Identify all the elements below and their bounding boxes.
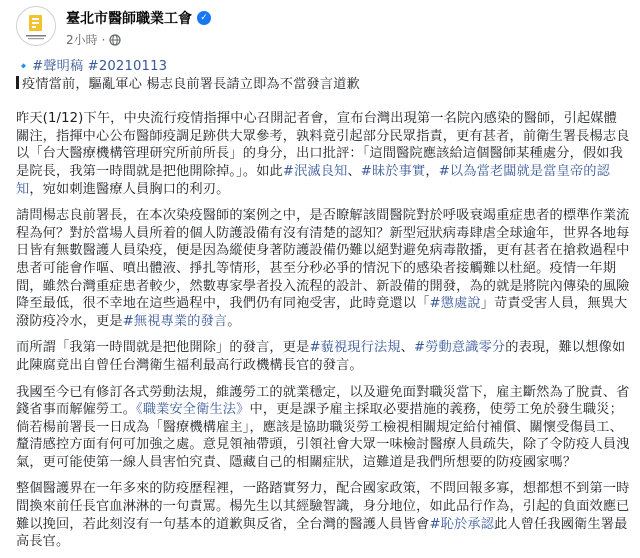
post-time[interactable]: 2小時 — [66, 33, 98, 47]
post-paragraphs — [16, 110, 630, 551]
paragraph-text: 中，更是課予雇主採取必要措施的義務，使勞工免於發生職災；倘若楊前署長一日成為「醫療機構雇主」，應該是協助職災勞工檢視相關規定給付補償、關懷受傷員工、釐清感控方面有何可加強之處。意見領袖帶頭，引領社會大眾一味檢討醫療人員疏失，除了令防疫人員洩氣，更可能使第一線人員害怕究責、隱藏自己的相關症狀，這難道是我們所想要的防疫國家嗎？ — [16, 402, 630, 470]
hashtag-link[interactable]: #藐視現行法規 — [309, 340, 401, 356]
paragraph-text: 而所謂「我第一時間就是把他開除」的發言，更是 — [16, 340, 310, 356]
hashtag-link[interactable]: #昧於事實 — [360, 163, 426, 179]
paragraph-text: 。 — [227, 313, 241, 329]
union-logo-icon — [17, 7, 55, 45]
hashtag-link[interactable]: #聲明稿 — [32, 59, 84, 74]
header-text — [66, 6, 211, 48]
paragraph-text: 昨天(1/12)下午，中央流行疫情指揮中心召開記者會，宣布台灣出現第一名院內感染的醫師，引起媒體關注，指揮中心公布醫師疫調足跡供大眾參考，孰料竟引起部分民眾指責，更有甚者，前衛生署長楊志良以「台大醫療機構管理研究所前所長」的身分，出口批評：「這間醫院應該給這個醫師某種處分，假如我是院長，我第一時間就是把他開除掉。」。如此 — [16, 111, 630, 179]
post-headline — [16, 76, 630, 94]
hashtag-link[interactable]: #以為當老闆就是當皇帝的認知 — [16, 163, 610, 197]
hashtag-link[interactable]: #20210113 — [87, 59, 168, 74]
meta-separator: · — [101, 32, 106, 47]
post-header — [16, 0, 630, 58]
paragraph-text: 、 — [347, 163, 361, 179]
hashtag-link[interactable]: 《職業安全衛生法》 — [136, 402, 250, 418]
paragraph-text: 、 — [400, 340, 415, 356]
post-paragraph — [16, 480, 630, 550]
blue-diamond-icon: 🔹 — [16, 59, 32, 73]
paragraph-text: 我國至今已有修訂各式勞動法規，維護勞工的就業穩定，以及避免面對職災當下，雇主斷然為了脫責、省錢省事而解僱勞工。 — [16, 384, 630, 418]
hashtag-link[interactable]: #泯滅良知 — [282, 163, 348, 179]
post-paragraph — [16, 110, 630, 198]
verified-badge-icon: ✓ — [197, 11, 211, 25]
name-row — [66, 8, 211, 28]
post-paragraph — [16, 339, 630, 374]
paragraph-text: ，宛如刺進醫療人員胸口的利刃。 — [29, 181, 230, 197]
paragraph-text: 請問楊志良前署長，在本次染疫醫師的案例之中，是否瞭解該間醫院對於呼吸衰竭重症患者的標準作業流程為何？對於當場人員所着的個人防護設備有沒有清楚的認知？新型冠狀病毒肆虐全球逾年，世界各地每日皆有無數醫護人員染疫，便是因為縱使身著防護設備仍難以絕對避免病毒散播，更有甚者在搶救過程中患者可能會作嘔、噴出體液、掙扎等情形，甚至分秒必爭的情況下的感染者接觸難以杜絕。疫情一年期間，雖然台灣重症患者較少，然數專家學者投入流程的設計、新設備的開發，為的就是將院內傳染的風險降至最低，很不幸地在這些過程中，我們仍有同袍受害，此時竟還以「 — [16, 208, 630, 312]
paragraph-text: 」苛責受害人員，無異大潑防疫冷水，更是 — [16, 296, 628, 329]
globe-icon — [109, 34, 121, 46]
post-paragraph — [16, 384, 630, 472]
post-body — [16, 58, 630, 551]
post-meta — [66, 31, 211, 48]
headline-marker — [16, 76, 19, 89]
hashtag-link[interactable]: #勞動意識零分 — [414, 340, 506, 356]
page-name[interactable]: 臺北市醫師職業工會 — [66, 11, 192, 27]
hashtag-link[interactable]: #恥於承認 — [429, 516, 495, 532]
paragraph-text: ， — [425, 163, 439, 179]
paragraph-text: 此人曾任我國衛生署最高長官。 — [16, 516, 628, 550]
post-tags — [16, 58, 630, 76]
hashtag-link[interactable]: #懲處說 — [429, 296, 481, 312]
paragraph-text: 整個醫護界在一年多來的防疫歷程裡，一路踏實努力，配合國家政策，不問回報多寡，想都想不到第一時間換來前任長官血淋淋的一句責罵。楊先生以其經驗智識，身分地位，如此品行作為，引起的負面效應已難以挽回，若此刻沒有一句基本的道歉與反省，全台灣的醫護人員皆會 — [16, 481, 630, 532]
paragraph-text: 的表現，難以想像如此陳腐竟出自曾任台灣衛生福利最高行政機構長官的發言。 — [16, 340, 626, 373]
page-avatar[interactable] — [16, 6, 56, 46]
headline-text: 疫情當前，驅亂軍心 楊志良前署長請立即為不當發言道歉 — [22, 76, 360, 92]
post-paragraph — [16, 207, 630, 330]
hashtag-link[interactable]: #無視專業的發言 — [122, 313, 228, 329]
